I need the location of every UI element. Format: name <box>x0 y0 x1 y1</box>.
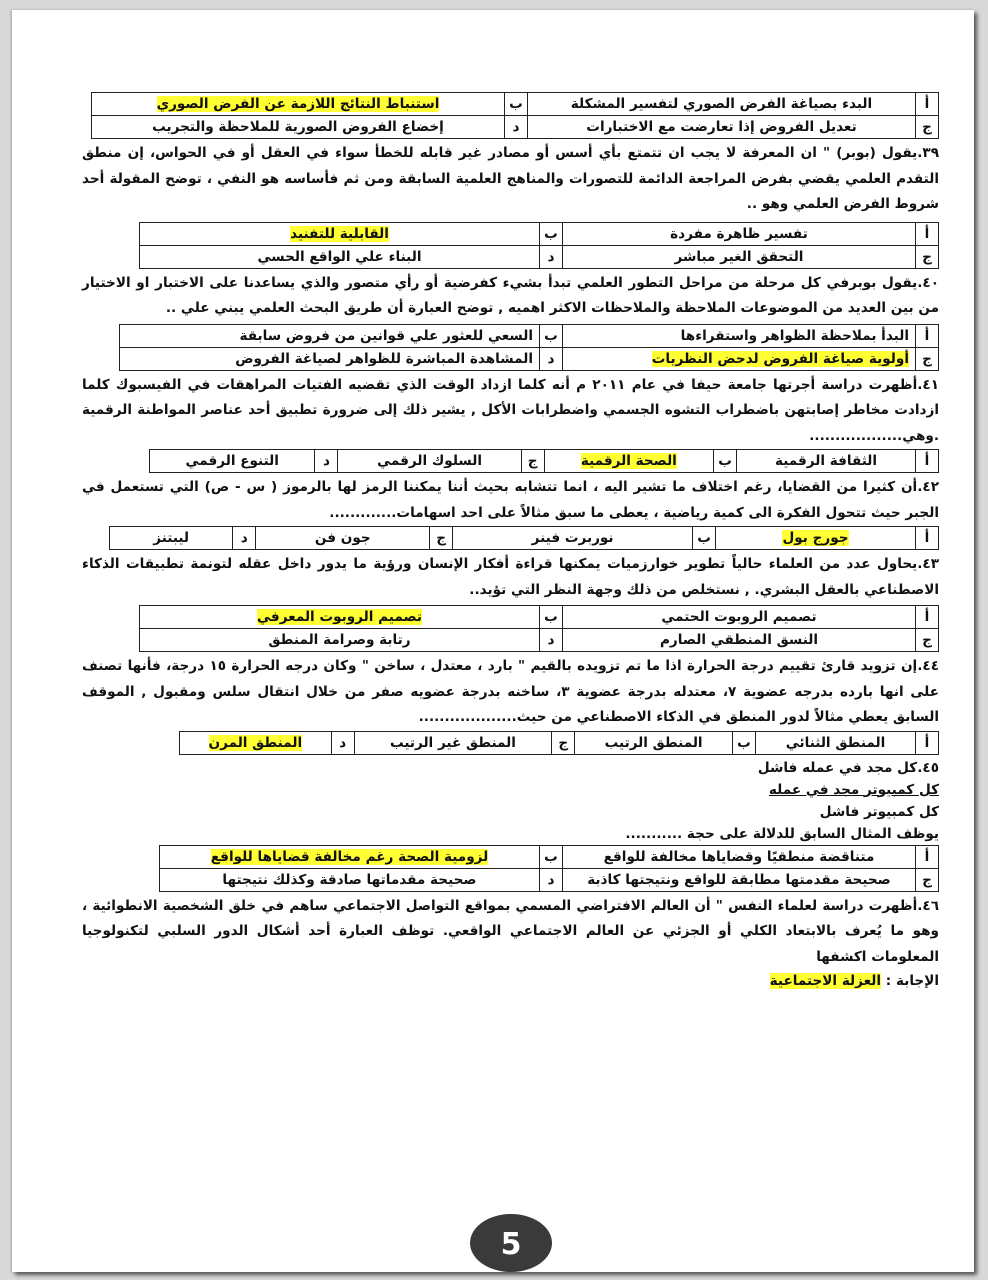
q45-options <box>159 845 939 892</box>
underlined-premise: كل كمبيوتر مجد في عمله <box>768 781 939 798</box>
option-d: صحيحة مقدماتها صادقة وكذلك نتيجتها <box>160 868 540 891</box>
option-letter: ج <box>916 245 939 268</box>
option-letter: ج <box>552 731 575 754</box>
option-letter: د <box>331 731 354 754</box>
question-45-prompt: يوظف المثال السابق للدلالة على حجة ........... <box>625 825 939 842</box>
table-row <box>92 93 939 116</box>
option-letter: ب <box>540 222 563 245</box>
correct-answer: أولوية صياغة الفروض لدحض النظريات <box>651 350 909 367</box>
option-letter: أ <box>916 527 939 550</box>
option-letter: ب <box>540 606 563 629</box>
option-letter: د <box>540 245 563 268</box>
question-45-premise-2 <box>82 779 939 801</box>
option-c: المنطق غير الرتيب <box>354 731 552 754</box>
option-c: جون فن <box>256 527 430 550</box>
option-letter: د <box>540 629 563 652</box>
option-b: السعي للعثور علي قوانين من فروض سابقة <box>120 324 540 347</box>
table-row <box>140 222 939 245</box>
option-letter: أ <box>916 845 939 868</box>
option-d: ليبتنز <box>110 527 233 550</box>
table-row <box>140 629 939 652</box>
option-letter: ب <box>540 324 563 347</box>
q39-options <box>139 222 939 269</box>
q38-options <box>91 92 939 139</box>
q41-options <box>149 449 939 473</box>
question-40: ٤٠.يقول بوبرفي كل مرحلة من مراحل التطور العلمي تبدأ بشيء كفرضية أو رأي متصور والذي يساعدنا على الاختبار او الاختيار من بين العديد من الموضوعات الملاحظة والملاحظات الاكثر اهميه , توضح العبارة أن طريق البحث العلمي يبني علي .. <box>82 274 939 316</box>
option-letter: ج <box>430 527 453 550</box>
option-a: تصميم الروبوت الحتمي <box>563 606 916 629</box>
question-42: ٤٢.أن كثيرا من القضايا، رغم اختلاف ما تشير اليه ، انما تتشابه بحيث أننا يمكننا الرمز لها بالرموز ( س - ص) التي تستعمل في الجبر حيث تتحول الفكرة الى كمية رياضية ، يعطى ما سبق مثالاً على احد اسهامات............. <box>82 479 939 521</box>
option-letter: ب <box>714 450 737 473</box>
option-letter: ج <box>916 868 939 891</box>
option-d: البناء علي الواقع الحسي <box>140 245 540 268</box>
option-letter: أ <box>916 731 939 754</box>
question-43: ٤٣.يحاول عدد من العلماء حالياً تطوير خوارزميات يمكنها قراءة أفكار الإنسان ورؤية ما يدور داخل عقله لتونمة تطبيقات الذكاء الاصطناعي بالعقل البشري. , نستخلص من ذلك وجهة النظر التي تؤيد.. <box>82 556 939 598</box>
table-row <box>120 347 939 370</box>
table-row <box>150 450 939 473</box>
option-letter: ب <box>505 93 528 116</box>
option-letter: د <box>540 347 563 370</box>
option-letter: د <box>233 527 256 550</box>
q44-options <box>179 731 939 755</box>
option-letter: ج <box>916 116 939 139</box>
question-45-conclusion: كل كمبيوتر فاشل <box>819 803 939 820</box>
option-d: التنوع الرقمي <box>150 450 315 473</box>
option-letter: ج <box>916 629 939 652</box>
option-d: إخضاع الفروض الصورية للملاحظة والتجريب <box>92 116 505 139</box>
option-c: تعديل الفروض إذا تعارضت مع الاختبارات <box>528 116 916 139</box>
option-letter: د <box>315 450 338 473</box>
option-c: التحقق الغير مباشر <box>563 245 916 268</box>
option-c: السلوك الرقمي <box>338 450 521 473</box>
option-b: نوربرت فينر <box>453 527 693 550</box>
option-letter: د <box>505 116 528 139</box>
option-d: المشاهدة المباشرة للظواهر لصياغة الفروض <box>120 347 540 370</box>
table-row <box>160 845 939 868</box>
q40-options <box>119 324 939 371</box>
option-a: تفسير ظاهرة مفردة <box>563 222 916 245</box>
table-row <box>140 606 939 629</box>
option-letter: ج <box>521 450 544 473</box>
table-row <box>140 245 939 268</box>
correct-answer: لزومية الصحة رغم مخالفة قضاياها للواقع <box>210 848 489 865</box>
question-46: ٤٦.أظهرت دراسة لعلماء النفس " أن العالم الافتراضي المسمي بمواقع التواصل الاجتماعي ساهم في خلق الشخصية الانطوائية ، وهو ما يُعرف بالابتعاد الكلي أو الجزئي عن العالم الاجتماعي الواقعي. توظف العبارة أحد أشكال الدور السلبي لتكنولوجيا المعلومات اكشفها <box>82 897 939 965</box>
option-a: البدء بصياغة الفرض الصوري لتفسير المشكلة <box>528 93 916 116</box>
correct-answer: العزلة الاجتماعية <box>769 973 882 989</box>
option-a: متناقضة منطقيًا وقضاياها مخالفة للواقع <box>563 845 916 868</box>
correct-answer: تصميم الروبوت المعرفي <box>257 609 422 625</box>
option-letter: أ <box>916 93 939 116</box>
correct-answer: استنباط النتائج اللازمة عن الفرض الصوري <box>156 96 440 112</box>
table-row <box>92 116 939 139</box>
option-letter: ب <box>733 731 756 754</box>
page-number-badge: 5 <box>470 1214 552 1272</box>
correct-answer: الصحة الرقمية <box>580 453 677 469</box>
option-letter: ب <box>540 845 563 868</box>
option-a: الثقافة الرقمية <box>737 450 916 473</box>
correct-answer: جورج بول <box>782 530 849 546</box>
option-letter: د <box>540 868 563 891</box>
option-letter: أ <box>916 450 939 473</box>
exam-content <box>82 92 939 992</box>
option-letter: أ <box>916 324 939 347</box>
document-page <box>12 10 974 1272</box>
option-c: النسق المنطقي الصارم <box>563 629 916 652</box>
table-row <box>120 324 939 347</box>
option-b: المنطق الرتيب <box>575 731 733 754</box>
option-letter: ج <box>916 347 939 370</box>
option-c: صحيحة مقدمتها مطابقة للواقع ونتيجتها كاذبة <box>563 868 916 891</box>
question-41: ٤١.أظهرت دراسة أجرتها جامعة حيفا في عام ٢٠١١ م أنه كلما ازداد الوقت الذي تقضيه الفتيات المراهقات في الفيسبوك كلما ازدادت مخاطر إصابتهن باضطراب التشوه الجسمي واضطرابات الأكل , يشير ذلك إلى ضرورة تطبيق أحد عناصر المواطنة الرقمية .وهي.................. <box>82 376 939 444</box>
table-row <box>180 731 939 754</box>
option-letter: أ <box>916 222 939 245</box>
option-letter: ب <box>693 527 716 550</box>
question-45-premise-1: ٤٥.كل مجد في عمله فاشل <box>757 759 939 776</box>
table-row <box>110 527 939 550</box>
table-row <box>160 868 939 891</box>
answer-label: الإجابة : <box>885 973 939 989</box>
correct-answer: المنطق المرن <box>208 734 303 751</box>
option-a: البدأ بملاحظة الظواهر واستقراءها <box>563 324 916 347</box>
question-46-answer <box>82 970 939 992</box>
correct-answer: القابلية للتفنيد <box>290 225 389 242</box>
question-44: ٤٤.إن تزويد قارئ تقييم درجة الحرارة اذا ما تم تزويده بالقيم " بارد ، معتدل ، ساخن " وكان درجه الحرارة ١٥ درجة، فأنها تصنف على انها بارده بدرجه عضوية ٧، معتدله بدرجة عضوية ٣، ساخنه بدرجة عضويه صفر من خلال انتقال سلس ومقبول , الموقف السابق يعطي مثالاً لدور المنطق في الذكاء الاصطناعي من حيث................... <box>82 658 939 725</box>
question-39: ٣٩.يقول (بوبر) " ان المعرفة لا يجب ان تتمتع بأي أسس أو مصادر غير قابله للخطأ سواء في العقل أو في الحواس، إن منطق التقدم العلمي يقضي بفرض المراجعة الدائمة للتصورات والمناهج العلمية السابقة ومن ثم فأساسه هو النفي ، توضح المقولة أحد شروط الفرض العلمي وهو .. <box>82 145 939 212</box>
option-a: المنطق الثنائي <box>756 731 916 754</box>
option-letter: أ <box>916 606 939 629</box>
q43-options <box>139 605 939 652</box>
option-d: رتابة وصرامة المنطق <box>140 629 540 652</box>
q42-options <box>109 526 939 550</box>
